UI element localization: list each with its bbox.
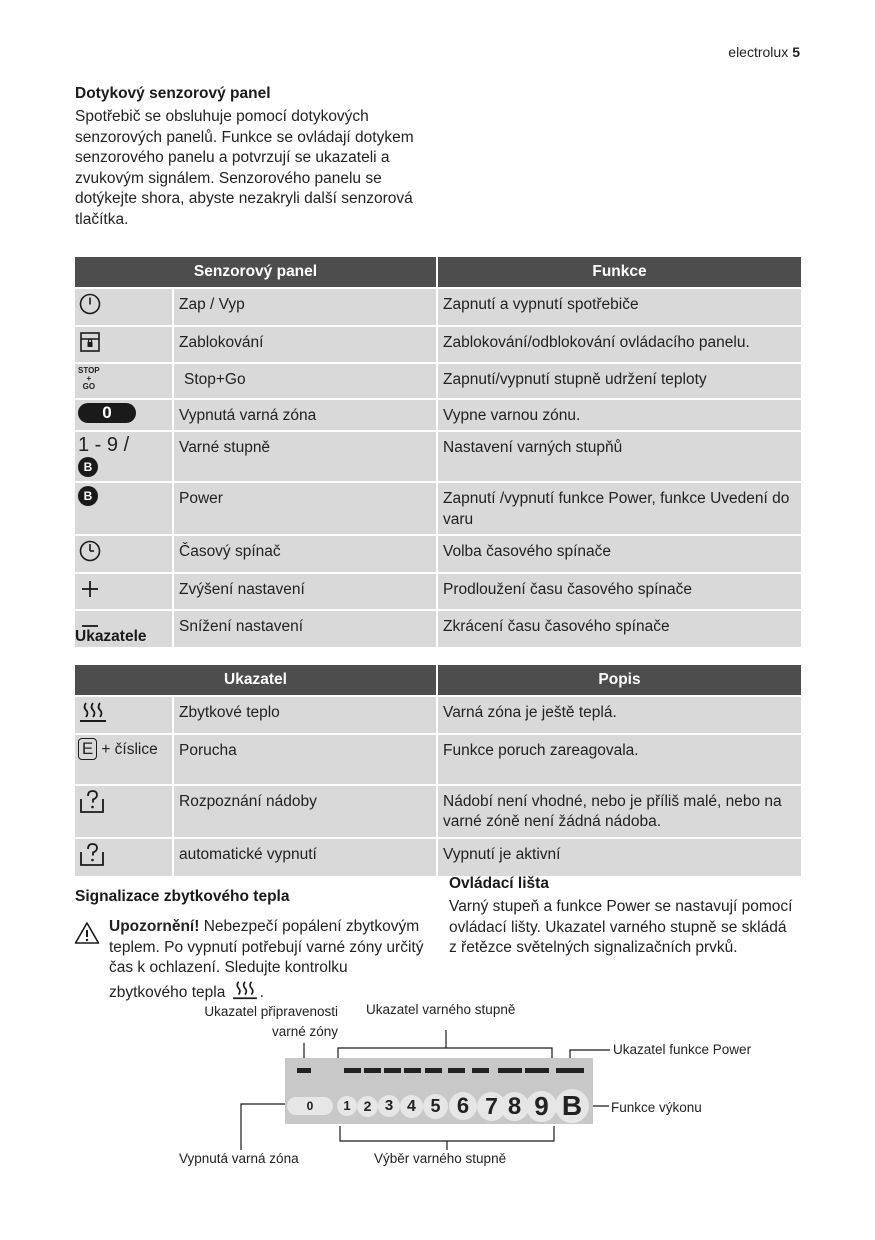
indicator-table-header-description: Popis — [437, 665, 801, 696]
level-button-1[interactable]: 1 — [337, 1096, 357, 1116]
touch-panel-text: Spotřebič se obsluhuje pomocí dotykových senzorových panelů. Funkce se ovládají dotykem senzorového panelu a potvrzují se ukazateli a zvukovým signálem. Senzorového panelu se dotýkejte shora, abyste nezakryli další senzorová tlačítka. — [75, 108, 414, 228]
level-led — [344, 1068, 361, 1073]
ready-indicator-led — [297, 1068, 311, 1073]
sensor-name: Vypnutá varná zóna — [173, 399, 437, 432]
residual-title: Signalizace zbytkového tepla — [75, 888, 290, 905]
sensor-table-header-panel: Senzorový panel — [75, 257, 437, 288]
power-boost-button[interactable]: B — [555, 1089, 589, 1123]
warning-text: Nebezpečí popálení zbytkovým teplem. Po vypnutí potřebují varné zóny určitý čas k ochlazení. Sledujte kontrolku zbytkového tepla — [109, 918, 424, 1001]
error-e-icon: E — [78, 738, 97, 760]
sensor-name: Zap / Vyp — [173, 288, 437, 326]
indicator-description: Nádobí není vhodné, nebo je příliš malé, nebo na varné zóně není žádná nádoba. — [437, 785, 801, 838]
level-led — [498, 1068, 522, 1073]
sensor-name: Stop+Go — [173, 363, 437, 399]
label-level-select: Výběr varného stupně — [374, 1151, 507, 1166]
power-boost-icon: B — [78, 486, 98, 506]
level-button-9[interactable]: 9 — [526, 1091, 557, 1122]
sensor-name: Snížení nastavení — [173, 610, 437, 647]
sensor-name: Časový spínač — [173, 535, 437, 573]
zero-pill-icon: 0 — [78, 403, 136, 423]
indicator-name: automatické vypnutí — [173, 838, 437, 877]
indicator-table-header-indicator: Ukazatel — [75, 665, 437, 696]
sensor-function: Prodloužení času časového spínače — [437, 573, 801, 611]
go-text: GO — [82, 382, 96, 391]
levels-icon: 1 - 9 / — [78, 434, 130, 456]
control-bar-text: Varný stupeň a funkce Power se nastavují pomocí ovládací lišty. Ukazatel varného stupně se skládá z řetězce světelných signalizačních prvků. — [449, 898, 793, 956]
level-button-5[interactable]: 5 — [423, 1094, 448, 1119]
stop-text: STOP — [78, 366, 100, 375]
sensor-function: Zkrácení času časového spínače — [437, 610, 801, 647]
sensor-function: Nastavení varných stupňů — [437, 431, 801, 482]
indicator-name: Porucha — [173, 734, 437, 785]
control-bar-title: Ovládací lišta — [449, 875, 549, 892]
sensor-table-header-function: Funkce — [437, 257, 801, 288]
warning-label: Upozornění! — [109, 918, 200, 935]
indicator-description: Vypnutí je aktivní — [437, 838, 801, 877]
indicators-title: Ukazatele — [75, 628, 147, 645]
sensor-name: Zvýšení nastavení — [173, 573, 437, 611]
plus-text: + — [86, 374, 92, 383]
level-led — [425, 1068, 442, 1073]
level-led — [384, 1068, 401, 1073]
level-button-8[interactable]: 8 — [500, 1092, 529, 1121]
boost-badge-icon: B — [78, 457, 98, 477]
label-level-indicator: Ukazatel varného stupně — [366, 1002, 516, 1017]
label-power-function: Funkce výkonu — [611, 1100, 702, 1115]
warning-block: Upozornění! Nebezpečí popálení zbytkovým teplem. Po vypnutí potřebují varné zóny určitý čas k ochlazení. Sledujte kontrolku zbytkového tepla . — [109, 917, 424, 1007]
level-button-6[interactable]: 6 — [449, 1092, 477, 1120]
sensor-function: Zablokování/odblokování ovládacího panelu. — [437, 326, 801, 364]
sensor-function: Volba časového spínače — [437, 535, 801, 573]
level-led — [525, 1068, 549, 1073]
level-led — [472, 1068, 489, 1073]
sensor-function: Zapnutí /vypnutí funkce Power, funkce Uvedení do varu — [437, 482, 801, 535]
sensor-name: Zablokování — [173, 326, 437, 364]
indicator-name: Zbytkové teplo — [173, 696, 437, 734]
level-led — [364, 1068, 381, 1073]
label-ready-indicator: Ukazatel připravenosti varné zóny — [204, 1004, 338, 1039]
level-led — [448, 1068, 465, 1073]
page-number: 5 — [792, 44, 800, 60]
sensor-function: Vypne varnou zónu. — [437, 399, 801, 432]
sensor-function: Zapnutí a vypnutí spotřebiče — [437, 288, 801, 326]
sensor-function: Zapnutí/vypnutí stupně udržení teploty — [437, 363, 801, 399]
level-button-3[interactable]: 3 — [378, 1095, 400, 1117]
error-digits-text: + číslice — [101, 740, 158, 758]
brand-name: electrolux — [728, 44, 789, 60]
label-off-zone: Vypnutá varná zóna — [179, 1151, 299, 1166]
touch-panel-title: Dotykový senzorový panel — [75, 85, 271, 102]
level-button-4[interactable]: 4 — [400, 1095, 423, 1118]
sensor-name: Power — [173, 482, 437, 535]
label-power-indicator: Ukazatel funkce Power — [613, 1042, 752, 1057]
indicator-description: Varná zóna je ještě teplá. — [437, 696, 801, 734]
indicator-name: Rozpoznání nádoby — [173, 785, 437, 838]
level-button-7[interactable]: 7 — [477, 1092, 506, 1121]
level-button-2[interactable]: 2 — [357, 1096, 378, 1117]
sensor-name: Varné stupně — [173, 431, 437, 482]
zero-button[interactable]: 0 — [287, 1097, 333, 1115]
power-indicator-led — [556, 1068, 584, 1073]
indicator-description: Funkce poruch zareagovala. — [437, 734, 801, 785]
level-led — [404, 1068, 421, 1073]
